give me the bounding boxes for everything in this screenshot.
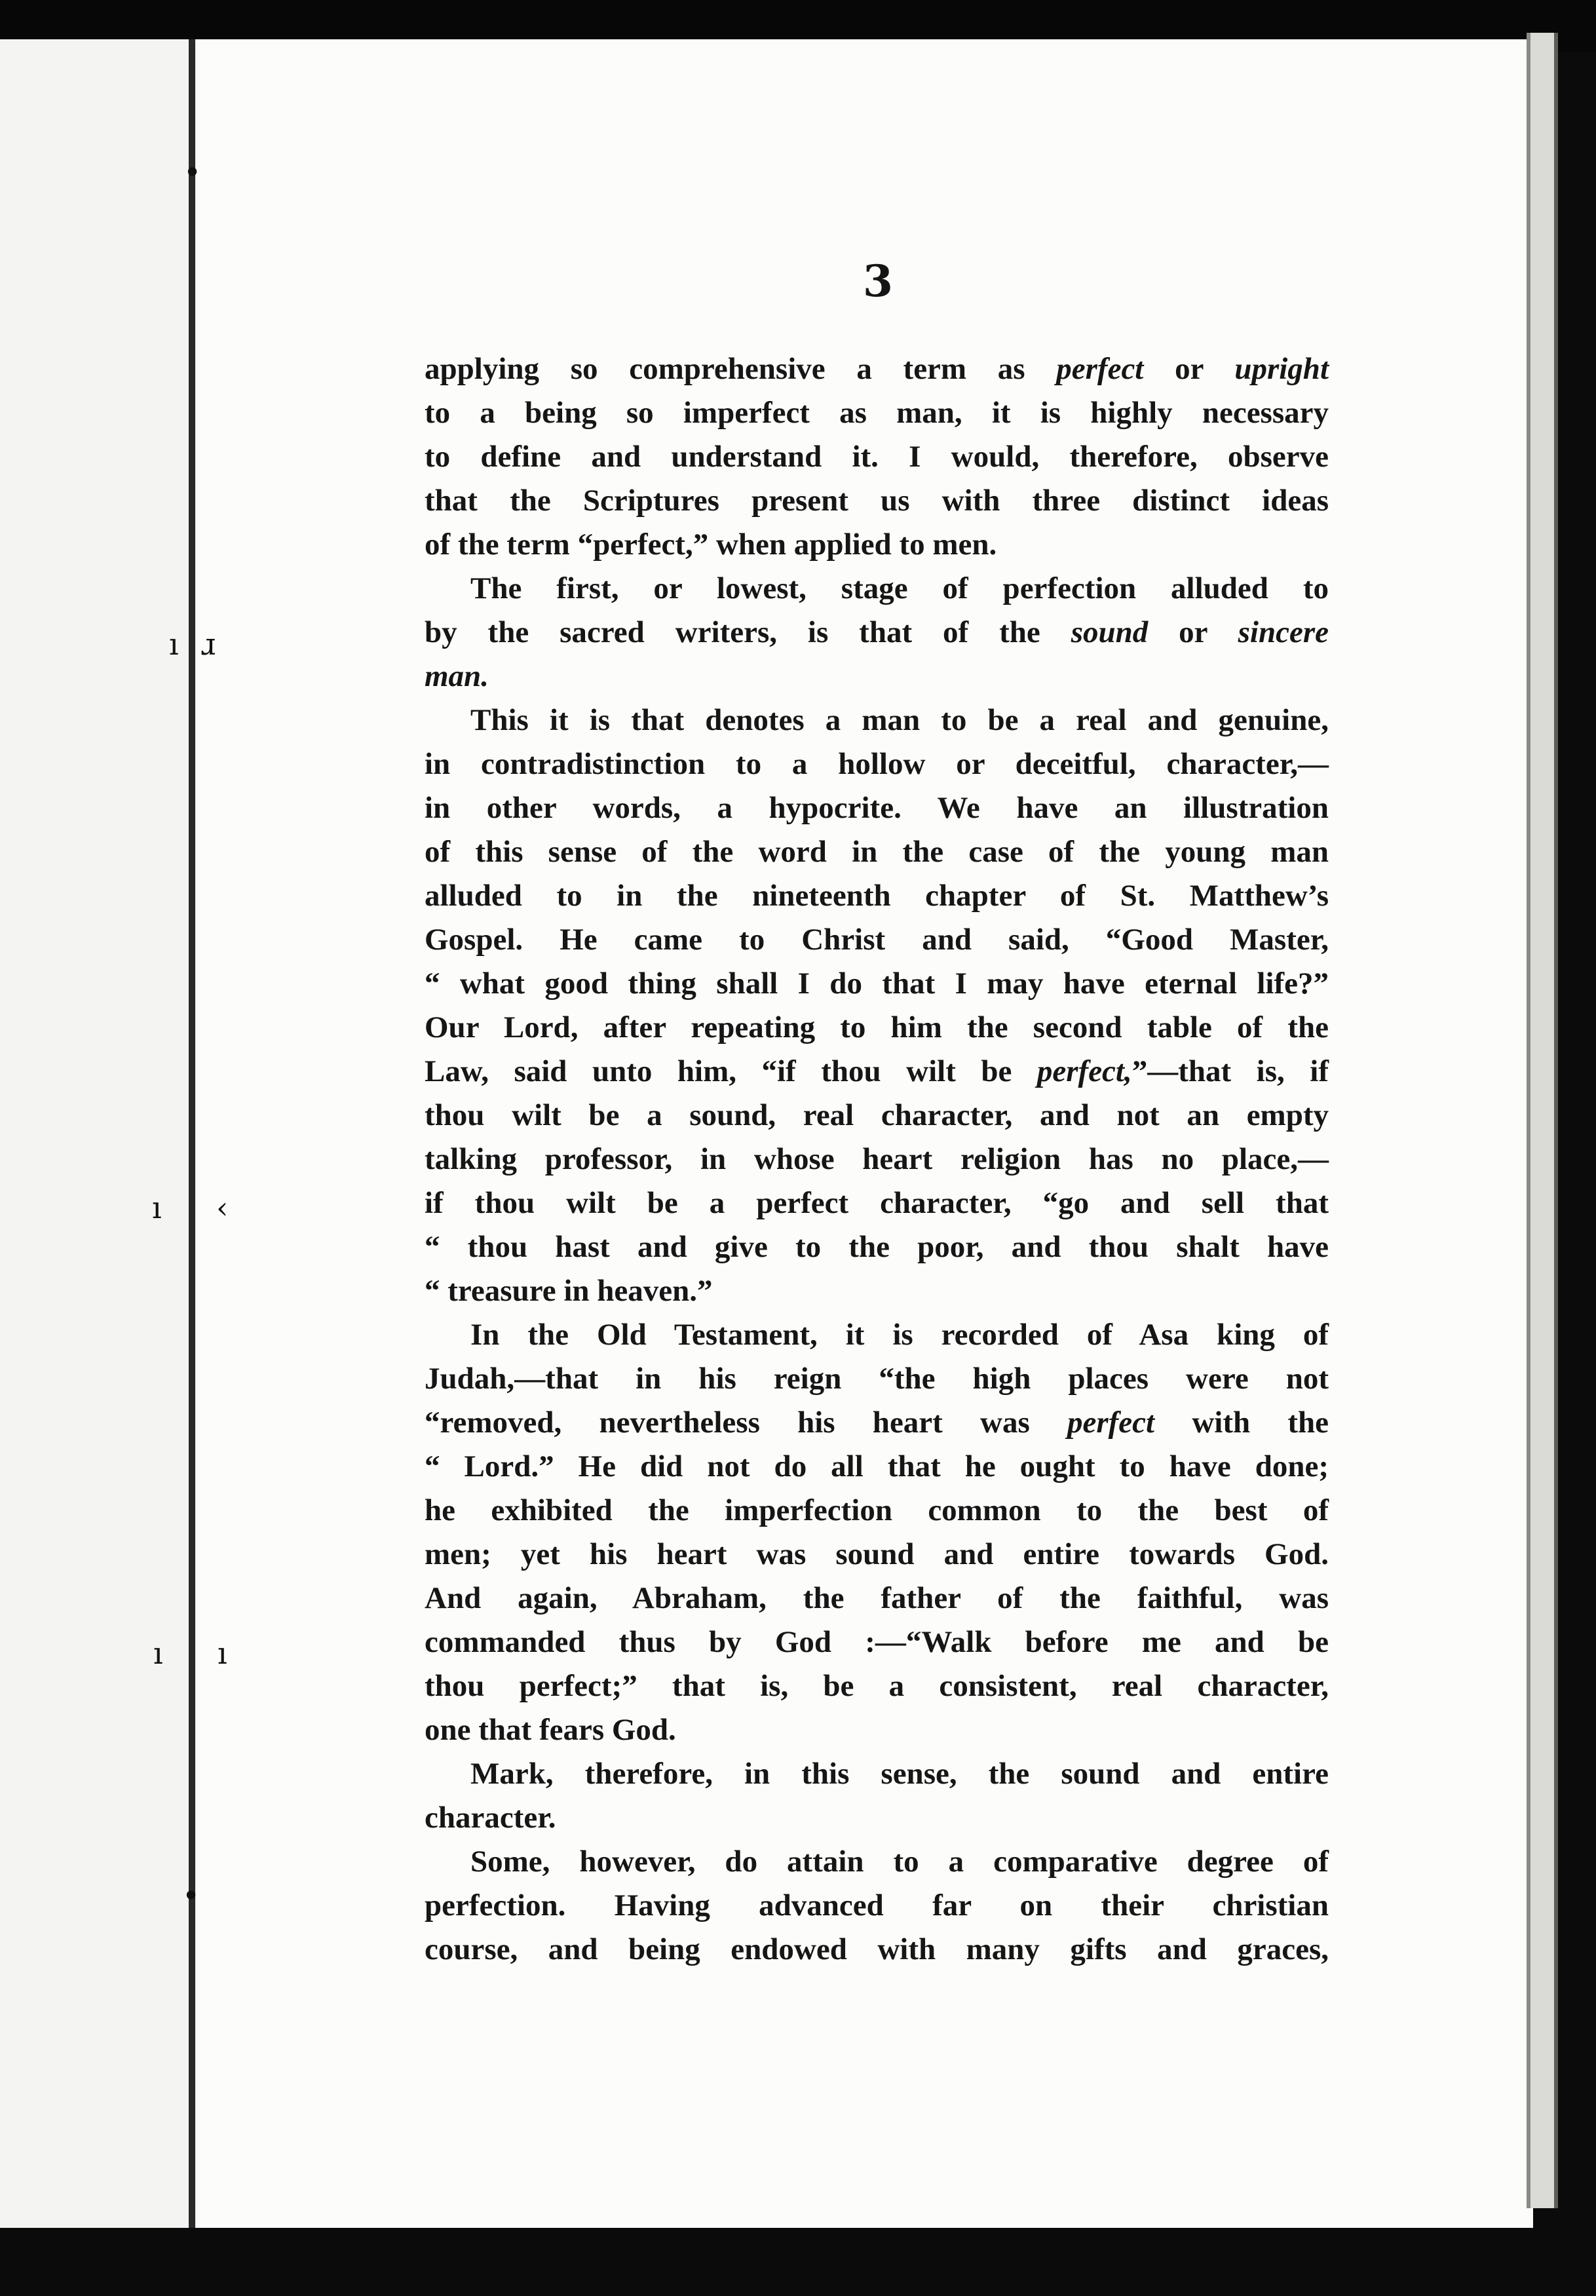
text-run: character. <box>425 1801 556 1835</box>
text-run: talking professor, in whose heart religion has no place,— <box>425 1142 1329 1176</box>
text-run: The first, or lowest, stage of perfection alluded to <box>470 571 1329 605</box>
text-line <box>425 1138 1329 1181</box>
text-line <box>425 1664 1329 1708</box>
text-run: This it is that denotes a man to be a real and genuine, <box>470 703 1329 737</box>
text-line <box>425 1181 1329 1225</box>
text-line <box>425 830 1329 874</box>
binding-mark: ɹ <box>200 626 216 662</box>
text-run: by the sacred writers, is that of the <box>425 615 1071 649</box>
text-run: one that fears God. <box>425 1713 676 1747</box>
binding-mark: • <box>183 155 202 190</box>
text-run: ”—that is, if <box>1131 1054 1329 1088</box>
binding-mark: ı <box>169 626 179 662</box>
text-run: Mark, therefore, in this sense, the sound and entire <box>470 1757 1329 1791</box>
body-text <box>425 347 1329 1972</box>
text-run: course, and being endowed with many gifts and graces, <box>425 1932 1329 1966</box>
text-run: to a being so imperfect as man, it is highly necessary <box>425 396 1329 430</box>
page-number: 3 <box>863 256 893 307</box>
text-run: or <box>1148 615 1238 649</box>
text-line <box>425 1401 1329 1445</box>
text-line <box>425 655 1329 698</box>
text-line <box>425 1577 1329 1620</box>
text-run: And again, Abraham, the father of the faithful, was <box>425 1581 1329 1615</box>
text-line <box>425 1533 1329 1577</box>
italic-word: sincere <box>1238 615 1329 649</box>
binding-mark: ‹ <box>216 1190 229 1225</box>
text-run: commanded thus by God :—“Walk before me and be <box>425 1625 1329 1659</box>
text-run: Our Lord, after repeating to him the second table of the <box>425 1010 1329 1044</box>
text-line <box>425 698 1329 742</box>
italic-word: upright <box>1234 352 1329 386</box>
text-run: “ thou hast and give to the poor, and thou shalt have <box>425 1230 1329 1264</box>
text-run: thou perfect;” that is, be a consistent, real character, <box>425 1669 1329 1703</box>
text-line <box>425 742 1329 786</box>
binding-mark: ı <box>152 1190 162 1225</box>
text-line <box>425 962 1329 1006</box>
text-run: in other words, a hypocrite. We have an illustration <box>425 791 1329 825</box>
text-run: he exhibited the imperfection common to the best of <box>425 1493 1329 1527</box>
text-line <box>425 1620 1329 1664</box>
text-line <box>425 918 1329 962</box>
text-line <box>425 391 1329 435</box>
binding-mark: ı <box>218 1636 227 1671</box>
text-line <box>425 1357 1329 1401</box>
text-run: men; yet his heart was sound and entire towards God. <box>425 1537 1329 1571</box>
text-run: thou wilt be a sound, real character, and not an empty <box>425 1098 1329 1132</box>
facing-page-margin <box>0 39 197 2228</box>
text-line <box>425 1840 1329 1884</box>
binding-mark: • <box>182 1878 200 1913</box>
page-edge <box>1527 33 1558 2208</box>
text-run: perfection. Having advanced far on their christian <box>425 1888 1329 1923</box>
italic-word: perfect, <box>1036 1054 1132 1088</box>
text-line <box>425 1225 1329 1269</box>
text-line <box>425 1708 1329 1752</box>
text-run: in contradistinction to a hollow or deceitful, character,— <box>425 747 1329 781</box>
italic-word: perfect <box>1056 352 1144 386</box>
text-run: In the Old Testament, it is recorded of Asa king of <box>470 1318 1329 1352</box>
text-line <box>425 1796 1329 1840</box>
text-line <box>425 567 1329 611</box>
text-line <box>425 1489 1329 1533</box>
text-run: to define and understand it. I would, therefore, observe <box>425 440 1329 474</box>
text-line <box>425 1094 1329 1138</box>
text-run: Some, however, do attain to a comparative degree of <box>470 1845 1329 1879</box>
text-line <box>425 1269 1329 1313</box>
text-line <box>425 874 1329 918</box>
text-line <box>425 347 1329 391</box>
text-run: Law, said unto him, “if thou wilt be <box>425 1054 1037 1088</box>
text-run: of the term “perfect,” when applied to men. <box>425 527 997 562</box>
italic-word: perfect <box>1067 1406 1155 1440</box>
text-line <box>425 1313 1329 1357</box>
text-run: “ treasure in heaven.” <box>425 1274 713 1308</box>
text-line <box>425 1928 1329 1972</box>
text-run: of this sense of the word in the case of the young man <box>425 835 1329 869</box>
text-line <box>425 786 1329 830</box>
text-run: that the Scriptures present us with three distinct ideas <box>425 484 1329 518</box>
text-run: with the <box>1154 1406 1329 1440</box>
text-line <box>425 1884 1329 1928</box>
text-run: “removed, nevertheless his heart was <box>425 1406 1067 1440</box>
binding-mark: ı <box>153 1636 163 1671</box>
text-line <box>425 435 1329 479</box>
text-line <box>425 1006 1329 1050</box>
text-run: “ what good thing shall I do that I may have eternal life?” <box>425 966 1329 1001</box>
text-line <box>425 1050 1329 1094</box>
text-run: “ Lord.” He did not do all that he ought to have done; <box>425 1449 1329 1483</box>
italic-word: man. <box>425 659 489 693</box>
text-line <box>425 1752 1329 1796</box>
text-line <box>425 479 1329 523</box>
text-run: Gospel. He came to Christ and said, “Good Master, <box>425 923 1329 957</box>
text-run: Judah,—that in his reign “the high places were not <box>425 1362 1329 1396</box>
text-run: applying so comprehensive a term as <box>425 352 1057 386</box>
italic-word: sound <box>1071 615 1149 649</box>
text-run: if thou wilt be a perfect character, “go and sell that <box>425 1186 1329 1220</box>
text-run: or <box>1143 352 1235 386</box>
text-run: alluded to in the nineteenth chapter of St. Matthew’s <box>425 879 1329 913</box>
text-line <box>425 1445 1329 1489</box>
text-line <box>425 523 1329 567</box>
text-line <box>425 611 1329 655</box>
